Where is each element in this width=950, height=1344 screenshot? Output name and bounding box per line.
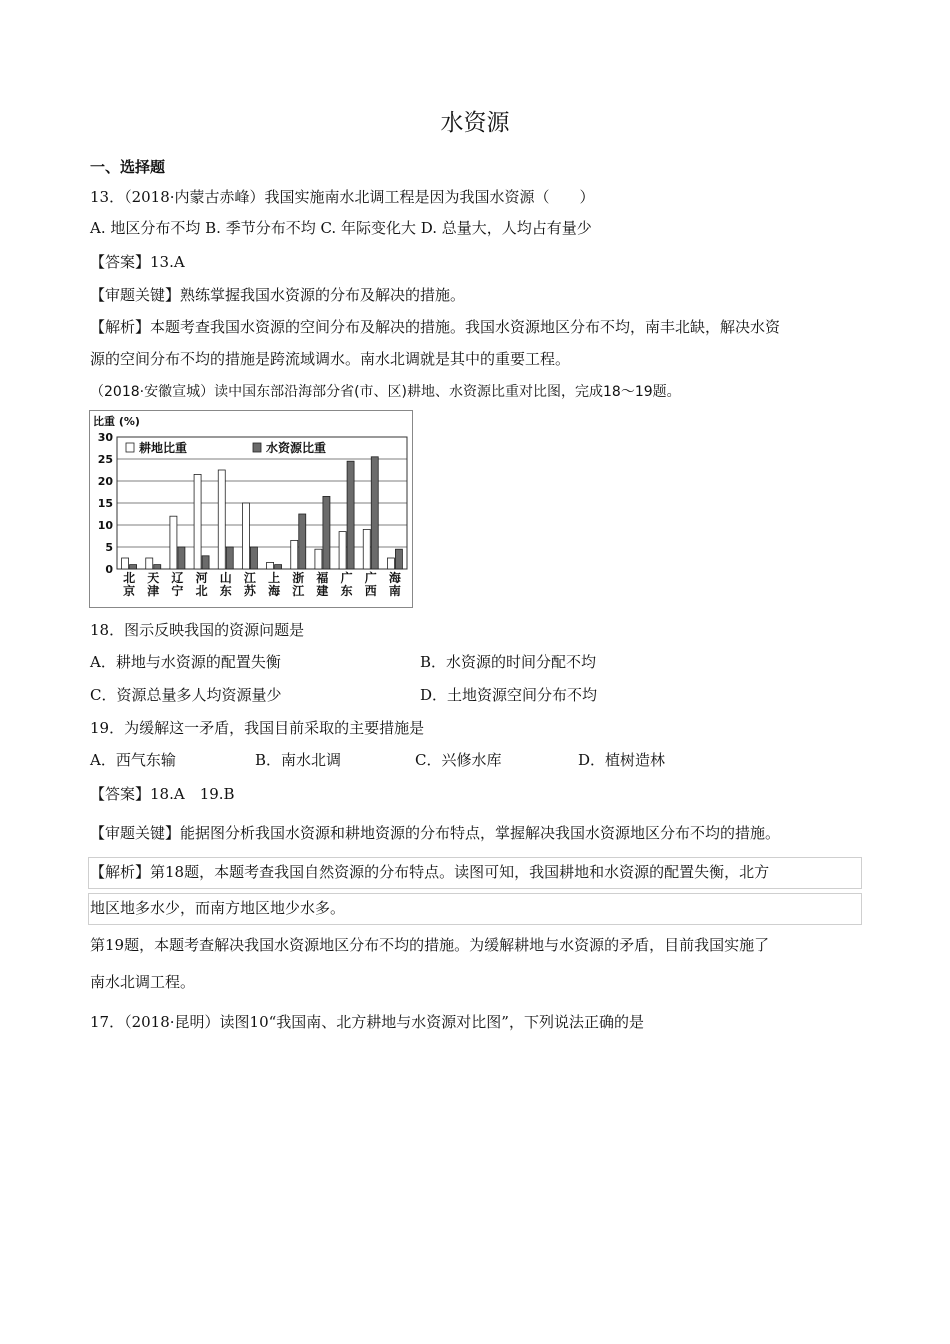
q19-stem: 19．为缓解这一矛盾，我国目前采取的主要措施是 — [90, 719, 425, 737]
bar-water-5 — [226, 547, 233, 569]
x-tick-label: 北 — [123, 571, 136, 585]
y-tick-label: 30 — [97, 431, 113, 444]
y-axis-label: 比重 (%) — [93, 415, 140, 428]
intro-18-19: （2018·安徽宣城）读中国东部沿海部分省(市、区)耕地、水资源比重对比图，完成18～19题。 — [90, 384, 681, 400]
q13-key: 【审题关键】熟练掌握我国水资源的分布及解决的措施。 — [90, 286, 466, 304]
y-tick-label: 5 — [105, 541, 113, 554]
x-tick-label: 海 — [388, 571, 401, 585]
x-tick-label: 海 — [268, 584, 281, 598]
bar-farmland-9 — [315, 549, 322, 569]
bar-water-1 — [130, 565, 137, 569]
q17-stem: 17．（2018·昆明）读图10“我国南、北方耕地与水资源对比图”，下列说法正确的是 — [90, 1013, 644, 1031]
bar-farmland-7 — [267, 562, 274, 569]
bar-farmland-12 — [387, 558, 394, 569]
bar-water-6 — [250, 547, 257, 569]
x-tick-label: 苏 — [243, 584, 256, 598]
bar-water-7 — [275, 565, 282, 569]
q18-option-a: A．耕地与水资源的配置失衡 — [90, 653, 281, 671]
legend-label: 水资源比重 — [266, 441, 327, 455]
x-tick-label: 广 — [340, 571, 353, 585]
bar-farmland-10 — [339, 532, 346, 569]
bar-farmland-3 — [170, 516, 177, 569]
q18-option-d: D．土地资源空间分布不均 — [420, 686, 598, 704]
bar-water-9 — [323, 496, 330, 569]
q13-stem: 13．（2018·内蒙古赤峰）我国实施南水北调工程是因为我国水资源（ ） — [90, 188, 595, 206]
x-tick-label: 广 — [364, 571, 377, 585]
y-tick-label: 0 — [105, 563, 113, 576]
legend-swatch — [253, 443, 261, 452]
x-tick-label: 京 — [123, 584, 136, 598]
legend-label: 耕地比重 — [139, 441, 188, 455]
bar-chart-svg — [90, 411, 412, 607]
q18-stem: 18．图示反映我国的资源问题是 — [90, 621, 305, 639]
y-tick-label: 15 — [97, 497, 113, 510]
x-tick-label: 江 — [292, 584, 305, 598]
bar-water-4 — [202, 556, 209, 569]
q19-option-b: B．南水北调 — [255, 751, 342, 769]
x-tick-label: 上 — [268, 571, 281, 585]
q19-option-a: A．西气东输 — [90, 751, 176, 769]
y-tick-label: 25 — [97, 453, 113, 466]
x-tick-label: 浙 — [292, 571, 305, 585]
q13-options: A. 地区分布不均 B. 季节分布不均 C. 年际变化大 D. 总量大，人均占有量少 — [90, 219, 592, 237]
q18-option-c: C．资源总量多人均资源量少 — [90, 686, 282, 704]
analysis-18-line1: 【解析】第18题，本题考查我国自然资源的分布特点。读图可知，我国耕地和水资源的配置失衡，北方 — [90, 863, 770, 881]
bar-farmland-5 — [218, 470, 225, 569]
q13-answer: 【答案】13.A — [90, 253, 185, 271]
q19-option-c: C．兴修水库 — [415, 751, 502, 769]
bar-farmland-2 — [146, 558, 153, 569]
bar-water-11 — [371, 457, 378, 569]
analysis-18-line2: 地区地多水少，而南方地区地少水多。 — [90, 899, 346, 917]
legend-swatch — [126, 443, 134, 452]
x-tick-label: 江 — [243, 571, 256, 585]
x-tick-label: 辽 — [171, 571, 184, 585]
analysis-19-line1: 第19题，本题考查解决我国水资源地区分布不均的措施。为缓解耕地与水资源的矛盾，目前我国实施了 — [90, 936, 770, 954]
bar-water-2 — [154, 565, 161, 569]
answer-18-19: 【答案】18.A 19.B — [90, 785, 235, 803]
x-tick-label: 山 — [219, 571, 232, 585]
section-heading: 一、选择题 — [90, 158, 166, 176]
bar-farmland-8 — [291, 540, 298, 569]
y-tick-label: 10 — [97, 519, 113, 532]
bar-water-8 — [299, 514, 306, 569]
x-tick-label: 东 — [219, 584, 232, 598]
bar-farmland-6 — [242, 503, 249, 569]
q13-analysis-line2: 源的空间分布不均的措施是跨流域调水。南水北调就是其中的重要工程。 — [90, 350, 571, 368]
y-tick-label: 20 — [97, 475, 113, 488]
x-tick-label: 宁 — [171, 584, 184, 598]
bar-water-12 — [395, 549, 402, 569]
x-tick-label: 津 — [147, 584, 160, 598]
x-tick-label: 西 — [364, 584, 377, 598]
x-tick-label: 天 — [147, 571, 160, 585]
x-tick-label: 北 — [195, 584, 208, 598]
q18-option-b: B．水资源的时间分配不均 — [420, 653, 597, 671]
q13-analysis-line1: 【解析】本题考查我国水资源的空间分布及解决的措施。我国水资源地区分布不均，南丰北缺，解决水资 — [90, 318, 781, 336]
key-18-19: 【审题关键】能据图分析我国水资源和耕地资源的分布特点，掌握解决我国水资源地区分布不均的措施。 — [90, 824, 781, 842]
x-tick-label: 建 — [316, 584, 329, 598]
bar-farmland-1 — [122, 558, 129, 569]
x-tick-label: 福 — [316, 571, 329, 585]
bar-water-3 — [178, 547, 185, 569]
bar-chart — [89, 410, 413, 608]
x-tick-label: 河 — [195, 571, 208, 585]
page-title: 水资源 — [440, 110, 510, 136]
analysis-19-line2: 南水北调工程。 — [90, 973, 196, 991]
bar-water-10 — [347, 461, 354, 569]
bar-farmland-4 — [194, 474, 201, 569]
x-tick-label: 东 — [340, 584, 353, 598]
bar-farmland-11 — [363, 529, 370, 569]
x-tick-label: 南 — [388, 584, 401, 598]
q19-option-d: D．植树造林 — [578, 751, 666, 769]
